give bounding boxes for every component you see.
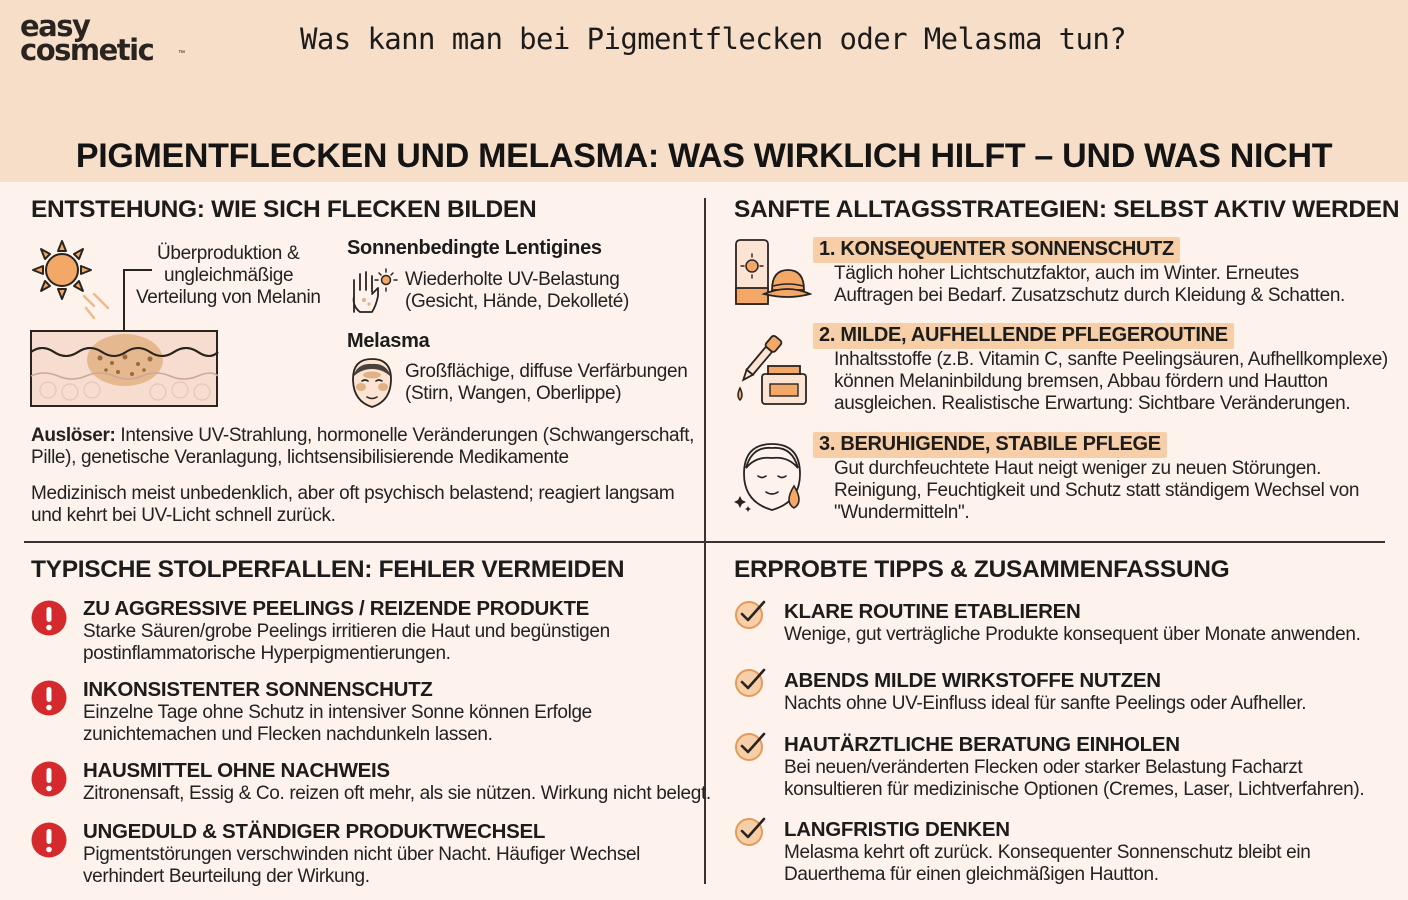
logo-line-easy: easy bbox=[20, 9, 90, 43]
check-circle-icon bbox=[734, 729, 768, 763]
page-title: PIGMENTFLECKEN UND MELASMA: WAS WIRKLICH HILFT – UND WAS NICHT bbox=[75, 137, 1333, 175]
strategy-title-3: 3. BERUHIGENDE, STABILE PFLEGE bbox=[813, 432, 1167, 458]
diagram-label-line-3: Verteilung von Melanin bbox=[136, 287, 321, 308]
entstehung-note-line-2: und kehrt bei UV-Licht schnell zurück. bbox=[31, 505, 336, 526]
melasma-text-line-1: Großflächige, diffuse Verfärbungen bbox=[405, 361, 688, 382]
entstehung-note-line-1: Medizinisch meist unbedenklich, aber oft psychisch belastend; reagiert langsam bbox=[31, 483, 675, 504]
horizontal-divider bbox=[24, 541, 1385, 543]
check-circle-icon bbox=[734, 597, 768, 631]
strategy-3-line-2: Reinigung, Feuchtigkeit und Schutz statt ständigem Wechsel von bbox=[834, 480, 1360, 501]
logo-line-cosmetic: cosmetic bbox=[20, 33, 154, 67]
pitfall-1-line-2: postinflammatorische Hyperpigmentierungen. bbox=[83, 643, 451, 664]
strategy-2-line-3: ausgleichen. Realistische Erwartung: Sichtbare Veränderungen. bbox=[834, 393, 1351, 414]
pitfall-1-line-1: Starke Säuren/grobe Peelings irritieren die Haut und begünstigen bbox=[83, 621, 610, 642]
strategy-2-line-1: Inhaltsstoffe (z.B. Vitamin C, sanfte Peelingsäuren, Aufhellkomplexe) bbox=[834, 349, 1388, 370]
tip-2-line-1: Nachts ohne UV-Einfluss ideal für sanfte Peelings oder Aufheller. bbox=[784, 693, 1307, 714]
strategy-2-line-2: können Melaninbildung bremsen, Abbau fördern und Hautton bbox=[834, 371, 1328, 392]
pitfall-title-4: UNGEDULD & STÄNDIGER PRODUKTWECHSEL bbox=[83, 820, 546, 843]
header-band bbox=[0, 0, 1408, 182]
section-title-entstehung: ENTSTEHUNG: WIE SICH FLECKEN BILDEN bbox=[31, 196, 537, 223]
diagram-label-line-1: Überproduktion & bbox=[157, 243, 300, 264]
face-melasma-icon bbox=[347, 355, 397, 411]
lentigines-text-line-2: (Gesicht, Hände, Dekolleté) bbox=[405, 291, 629, 312]
brand-logo[interactable] bbox=[20, 9, 185, 67]
lentigines-title: Sonnenbedingte Lentigines bbox=[347, 237, 602, 259]
pitfall-2-line-2: zunichtemachen und Flecken nachdunkeln lassen. bbox=[83, 724, 493, 745]
pitfall-title-1: ZU AGGRESSIVE PEELINGS / REIZENDE PRODUKTE bbox=[83, 597, 590, 620]
tip-1-line-1: Wenige, gut verträgliche Produkte konsequent über Monate anwenden. bbox=[784, 624, 1361, 645]
tip-title-1: KLARE ROUTINE ETABLIEREN bbox=[784, 600, 1081, 623]
ausloeser-line-2: Pille), genetische Veranlagung, lichtsensibilisierende Medikamente bbox=[31, 447, 569, 468]
pitfall-4-line-1: Pigmentstörungen verschwinden nicht über Nacht. Häufiger Wechsel bbox=[83, 844, 641, 865]
check-circle-icon bbox=[734, 814, 768, 848]
tip-4-line-1: Melasma kehrt oft zurück. Konsequenter Sonnenschutz bleibt ein bbox=[784, 842, 1311, 863]
tip-title-3: HAUTÄRZTLICHE BERATUNG EINHOLEN bbox=[784, 733, 1180, 756]
tip-title-2: ABENDS MILDE WIRKSTOFFE NUTZEN bbox=[784, 669, 1161, 692]
sunscreen-hat-icon bbox=[732, 238, 812, 306]
section-title-strategien: SANFTE ALLTAGSSTRATEGIEN: SELBST AKTIV WERDEN bbox=[734, 196, 1400, 223]
pitfall-3-line-1: Zitronensaft, Essig & Co. reizen oft mehr, als sie nützen. Wirkung nicht belegt. bbox=[83, 783, 711, 804]
face-care-icon bbox=[732, 436, 812, 518]
pitfall-2-line-1: Einzelne Tage ohne Schutz in intensiver Sonne können Erfolge bbox=[83, 702, 592, 723]
strategy-3-line-3: "Wundermitteln". bbox=[834, 502, 970, 523]
hand-sun-icon bbox=[346, 266, 400, 316]
pitfall-title-3: HAUSMITTEL OHNE NACHWEIS bbox=[83, 759, 390, 782]
logo-trademark: ™ bbox=[178, 50, 185, 57]
strategy-title-2: 2. MILDE, AUFHELLENDE PFLEGEROUTINE bbox=[813, 323, 1234, 349]
strategy-1-line-1: Täglich hoher Lichtschutzfaktor, auch im Winter. Erneutes bbox=[834, 263, 1299, 284]
section-title-tipps: ERPROBTE TIPPS & ZUSAMMENFASSUNG bbox=[734, 556, 1230, 583]
serum-dropper-icon bbox=[732, 330, 812, 408]
strategy-3-line-1: Gut durchfeuchtete Haut neigt weniger zu neuen Störungen. bbox=[834, 458, 1322, 479]
lentigines-text-line-1: Wiederholte UV-Belastung bbox=[405, 269, 620, 290]
melasma-text-line-2: (Stirn, Wangen, Oberlippe) bbox=[405, 383, 622, 404]
section-title-stolperfallen: TYPISCHE STOLPERFALLEN: FEHLER VERMEIDEN bbox=[31, 556, 625, 583]
ausloeser-label: Auslöser: bbox=[31, 425, 116, 446]
skin-layers-icon bbox=[30, 330, 220, 408]
strategy-1-line-2: Auftragen bei Bedarf. Zusatzschutz durch Kleidung & Schatten. bbox=[834, 285, 1345, 306]
pitfall-title-2: INKONSISTENTER SONNENSCHUTZ bbox=[83, 678, 433, 701]
strategy-title-1: 1. KONSEQUENTER SONNENSCHUTZ bbox=[813, 237, 1180, 263]
tip-3-line-2: konsultieren für medizinische Optionen (Cremes, Laser, Lichtverfahren). bbox=[784, 779, 1365, 800]
site-title: Was kann man bei Pigmentflecken oder Melasma tun? bbox=[300, 22, 1127, 56]
warning-icon bbox=[30, 821, 68, 859]
uv-rays-icon bbox=[80, 292, 120, 322]
diagram-label-line-2: ungleichmäßige bbox=[164, 265, 294, 286]
ausloeser-line-1 bbox=[31, 425, 694, 447]
warning-icon bbox=[30, 760, 68, 798]
tip-title-4: LANGFRISTIG DENKEN bbox=[784, 818, 1010, 841]
tip-3-line-1: Bei neuen/veränderten Flecken oder starker Belastung Facharzt bbox=[784, 757, 1303, 778]
pitfall-4-line-2: verhindert Beurteilung der Wirkung. bbox=[83, 866, 370, 887]
warning-icon bbox=[30, 679, 68, 717]
warning-icon bbox=[30, 599, 68, 637]
melasma-title: Melasma bbox=[347, 330, 430, 352]
check-circle-icon bbox=[734, 665, 768, 699]
tip-4-line-2: Dauerthema für einen gleichmäßigen Hautton. bbox=[784, 864, 1159, 885]
ausloeser-text-1: Intensive UV-Strahlung, hormonelle Veränderungen (Schwangerschaft, bbox=[115, 425, 695, 446]
